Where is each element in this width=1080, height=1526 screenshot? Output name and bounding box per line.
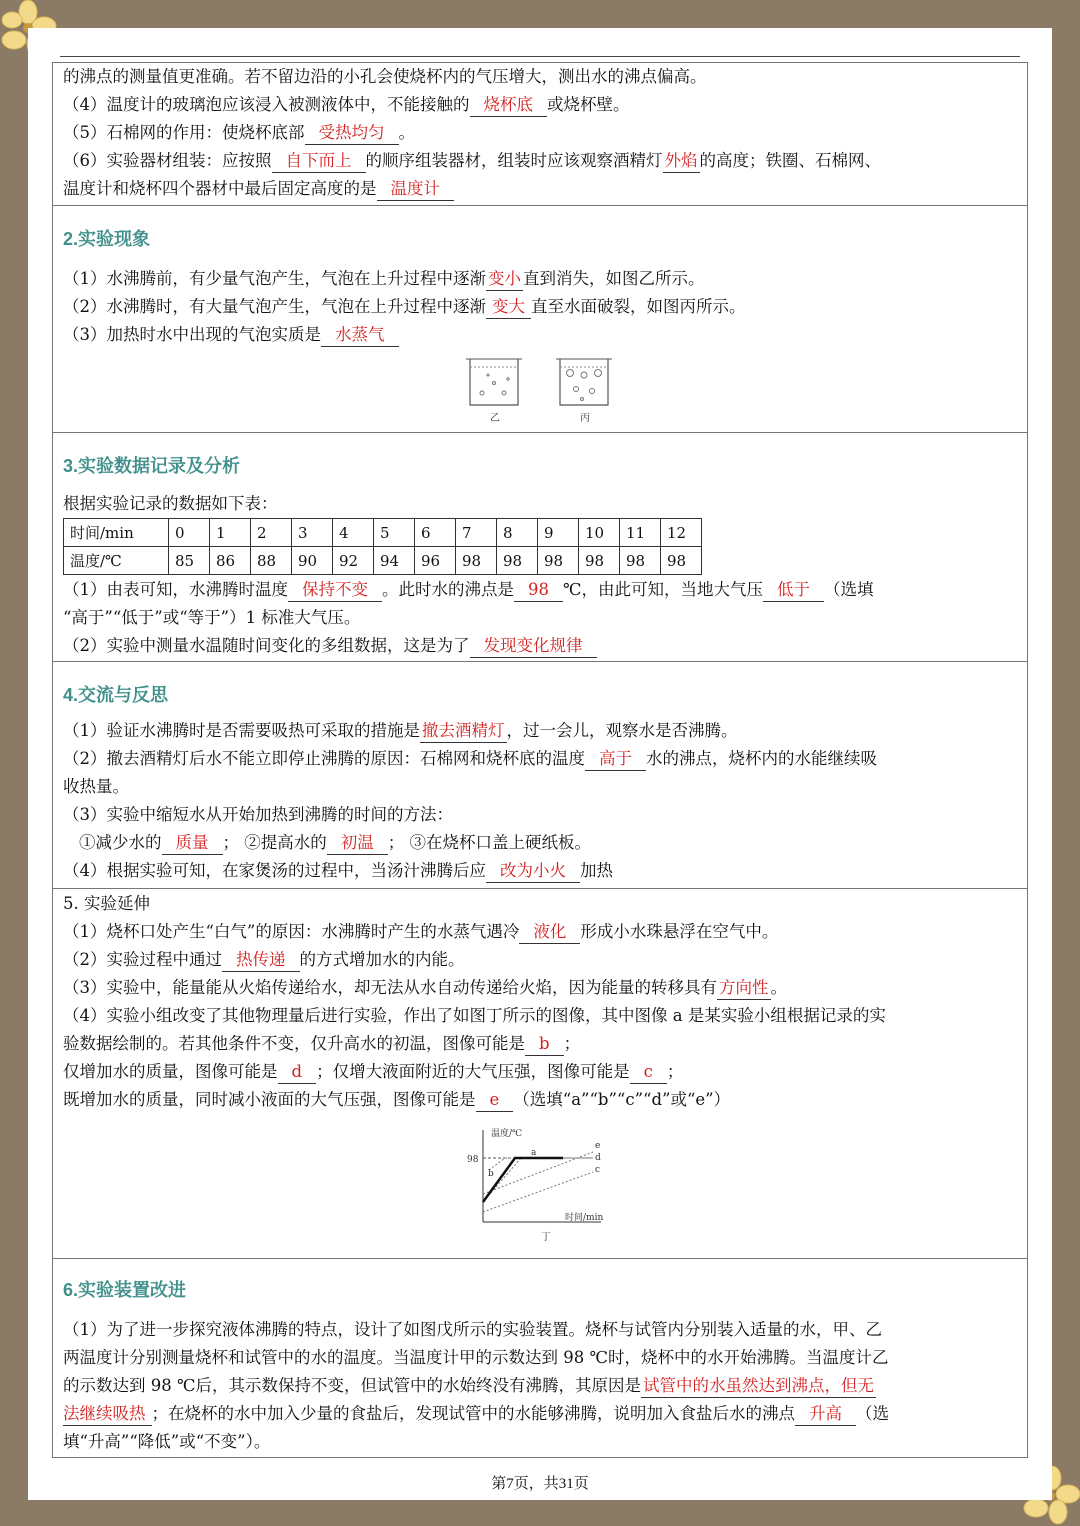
table-cell: 9 — [538, 519, 579, 547]
answer-blank: b — [525, 1033, 564, 1056]
text-line: （5）石棉网的作用：使烧杯底部 受热均匀 。 — [63, 119, 1017, 147]
text-line: （3）实验中缩短水从开始加热到沸腾的时间的方法： — [63, 805, 453, 824]
answer-blank: 高于 — [585, 748, 646, 771]
table-cell: 96 — [415, 547, 456, 575]
figure-caption: 丁 — [541, 1232, 551, 1243]
section-improvement — [53, 1258, 1027, 1457]
answer-blank: 烧杯底 — [470, 94, 548, 117]
text-line: （6）实验器材组装：应按照 自下而上 的顺序组装器材，组装时应该观察酒精灯 外焰 的高度；铁圈、石棉网、 — [63, 147, 1017, 175]
text-line: （4）实验小组改变了其他物理量后进行实验，作出了如图丁所示的图像，其中图像 a 是某实验小组根据记录的实 — [63, 1006, 886, 1025]
text-line: ①减少水的 质量 ； ②提高水的 初温 ； ③在烧杯口盖上硬纸板。 — [79, 829, 1017, 857]
curve-b — [489, 1158, 593, 1170]
section-heading: 4.交流与反思 — [63, 685, 169, 705]
answer-blank: 法继续吸热 — [63, 1403, 152, 1426]
table-cell: 98 — [456, 547, 497, 575]
table-row — [64, 519, 702, 547]
text-line: （1）验证水沸腾时是否需要吸热可采取的措施是 撤去酒精灯 ，过一会儿，观察水是否沸腾。 — [63, 717, 1017, 745]
text-line: （1）由表可知，水沸腾时温度 保持不变 。此时水的沸点是 98 ℃，由此可知，当地大气压 低于 （选填 — [63, 576, 1017, 604]
text-line: 仅增加水的质量，图像可能是 d ；仅增大液面附近的大气压强，图像可能是 c ； — [63, 1058, 1017, 1086]
table-cell: 4 — [333, 519, 374, 547]
answer-blank: 初温 — [327, 832, 388, 855]
table-cell: 90 — [292, 547, 333, 575]
section-heading: 5. 实验延伸 — [63, 894, 150, 913]
answer-blank: 热传递 — [222, 949, 300, 972]
text-line: （2）撤去酒精灯后水不能立即停止沸腾的原因：石棉网和烧杯底的温度 高于 水的沸点，烧杯内的水能继续吸 — [63, 745, 1017, 773]
answer-blank: 变大 — [486, 296, 531, 319]
section-setup — [53, 63, 1027, 206]
section-heading: 2.实验现象 — [63, 229, 151, 249]
answer-blank: 外焰 — [663, 150, 700, 173]
section-heading: 3.实验数据记录及分析 — [63, 456, 241, 476]
answer-blank: 试管中的水虽然达到沸点，但无 — [641, 1375, 876, 1398]
table-cell: 12 — [661, 519, 702, 547]
section-reflection — [53, 661, 1027, 889]
table-cell: 温度/℃ — [64, 547, 169, 575]
text-line: （2）水沸腾时，有大量气泡产生，气泡在上升过程中逐渐 变大 直至水面破裂，如图丙所示。 — [63, 293, 1017, 321]
answer-blank: 受热均匀 — [305, 122, 399, 145]
text-line: 验数据绘制的。若其他条件不变，仅升高水的初温，图像可能是 b ； — [63, 1030, 1017, 1058]
graph-y-tick: 98 — [467, 1155, 479, 1165]
text-line: （3）实验中，能量能从火焰传递给水，却无法从水自动传递给火焰，因为能量的转移具有 方向性 。 — [63, 974, 1017, 1002]
header-rule — [60, 56, 1020, 57]
section-heading: 6.实验装置改进 — [63, 1280, 187, 1300]
answer-blank: 自下而上 — [272, 150, 366, 173]
text-line: 温度计和烧杯四个器材中最后固定高度的是 温度计 — [63, 175, 1017, 203]
beaker-yi-icon — [466, 359, 522, 424]
text-line: 法继续吸热 ；在烧杯的水中加入少量的食盐后，发现试管中的水能够沸腾，说明加入食盐后水的沸点 升高 （选 — [63, 1400, 1017, 1428]
table-cell: 98 — [579, 547, 620, 575]
answer-blank: 方向性 — [717, 977, 771, 1000]
table-cell: 85 — [169, 547, 210, 575]
curve-label: e — [595, 1141, 601, 1151]
table-cell: 时间/min — [64, 519, 169, 547]
table-cell: 3 — [292, 519, 333, 547]
text-line: 的沸点的测量值更准确。若不留边沿的小孔会使烧杯内的气压增大，测出水的沸点偏高。 — [63, 67, 707, 86]
curve-label: c — [595, 1165, 601, 1175]
answer-blank: 保持不变 — [288, 579, 382, 602]
curve-label: b — [488, 1169, 494, 1179]
table-cell: 7 — [456, 519, 497, 547]
text-line: （4）根据实验可知，在家煲汤的过程中，当汤汁沸腾后应 改为小火 加热 — [63, 857, 1017, 885]
curve-a — [483, 1158, 563, 1202]
answer-blank: 改为小火 — [486, 860, 580, 883]
answer-blank: 撤去酒精灯 — [420, 720, 507, 743]
answer-blank: 温度计 — [377, 178, 455, 201]
text-line: 两温度计分别测量烧杯和试管中的水的温度。当温度计甲的示数达到 98 ℃时，烧杯中的水开始沸腾。当温度计乙 — [63, 1348, 889, 1367]
answer-blank: 质量 — [162, 832, 223, 855]
section-extension — [53, 888, 1027, 1259]
curve-label: d — [595, 1153, 601, 1163]
answer-blank: e — [476, 1089, 514, 1112]
table-cell: 98 — [661, 547, 702, 575]
data-table — [63, 518, 702, 575]
table-cell: 98 — [620, 547, 661, 575]
text-line: 收热量。 — [63, 777, 129, 796]
text-line: （1）为了进一步探究液体沸腾的特点，设计了如图戊所示的实验装置。烧杯与试管内分别装入适量的水，甲、乙 — [63, 1320, 882, 1339]
text-line: （1）水沸腾前，有少量气泡产生，气泡在上升过程中逐渐 变小 直到消失，如图乙所示。 — [63, 265, 1017, 293]
beaker-bing-icon — [556, 359, 612, 424]
answer-blank: 水蒸气 — [321, 324, 399, 347]
text-line: 填“升高”“降低”或“不变”）。 — [63, 1432, 271, 1451]
table-cell: 88 — [251, 547, 292, 575]
text-line: “高于”“低于”或“等于”）1 标准大气压。 — [63, 608, 361, 627]
text-line: （2）实验过程中通过 热传递 的方式增加水的内能。 — [63, 946, 1017, 974]
table-cell: 11 — [620, 519, 661, 547]
answer-blank: 发现变化规律 — [470, 635, 597, 658]
curve-label: a — [531, 1148, 537, 1158]
table-cell: 98 — [538, 547, 579, 575]
graph-x-label: 时间/min — [565, 1213, 604, 1223]
table-cell: 1 — [210, 519, 251, 547]
table-cell: 0 — [169, 519, 210, 547]
content-box — [52, 62, 1028, 1458]
table-cell: 2 — [251, 519, 292, 547]
answer-blank: d — [278, 1061, 317, 1084]
table-cell: 6 — [415, 519, 456, 547]
text-line: （2）实验中测量水温随时间变化的多组数据，这是为了 发现变化规律 — [63, 632, 1017, 660]
table-cell: 92 — [333, 547, 374, 575]
graph-y-label: 温度/℃ — [491, 1129, 523, 1139]
text-line: （4）温度计的玻璃泡应该浸入被测液体中，不能接触的 烧杯底 或烧杯壁。 — [63, 91, 1017, 119]
answer-blank: 升高 — [795, 1403, 856, 1426]
section-phenomena — [53, 205, 1027, 433]
figure-caption: 丙 — [580, 413, 590, 424]
figure-caption: 乙 — [490, 413, 500, 424]
answer-blank: 低于 — [763, 579, 824, 602]
section-data — [53, 432, 1027, 662]
page-number: 第7页，共31页 — [491, 1476, 589, 1492]
table-cell: 94 — [374, 547, 415, 575]
table-cell: 86 — [210, 547, 251, 575]
answer-blank: c — [630, 1061, 667, 1084]
text-line: 的示数达到 98 ℃后，其示数保持不变，但试管中的水始终没有沸腾，其原因是 试管中的水虽然达到沸点，但无 — [63, 1372, 1017, 1400]
table-cell: 5 — [374, 519, 415, 547]
answer-blank: 液化 — [519, 921, 580, 944]
text-line: 既增加水的质量，同时减小液面的大气压强，图像可能是 e （选填“a”“b”“c”“d”或“e”） — [63, 1086, 1017, 1114]
answer-blank: 98 — [514, 579, 563, 602]
answer-blank: 变小 — [486, 268, 523, 291]
beaker-figures — [458, 353, 658, 425]
table-cell: 98 — [497, 547, 538, 575]
text-line: （3）加热时水中出现的气泡实质是 水蒸气 — [63, 321, 1017, 349]
table-cell: 8 — [497, 519, 538, 547]
text-line: 根据实验记录的数据如下表： — [63, 494, 278, 513]
table-cell: 10 — [579, 519, 620, 547]
text-line: （1）烧杯口处产生“白气”的原因：水沸腾时产生的水蒸气遇冷 液化 形成小水珠悬浮在空气中。 — [63, 918, 1017, 946]
table-row — [64, 547, 702, 575]
temperature-time-graph — [453, 1124, 613, 1244]
